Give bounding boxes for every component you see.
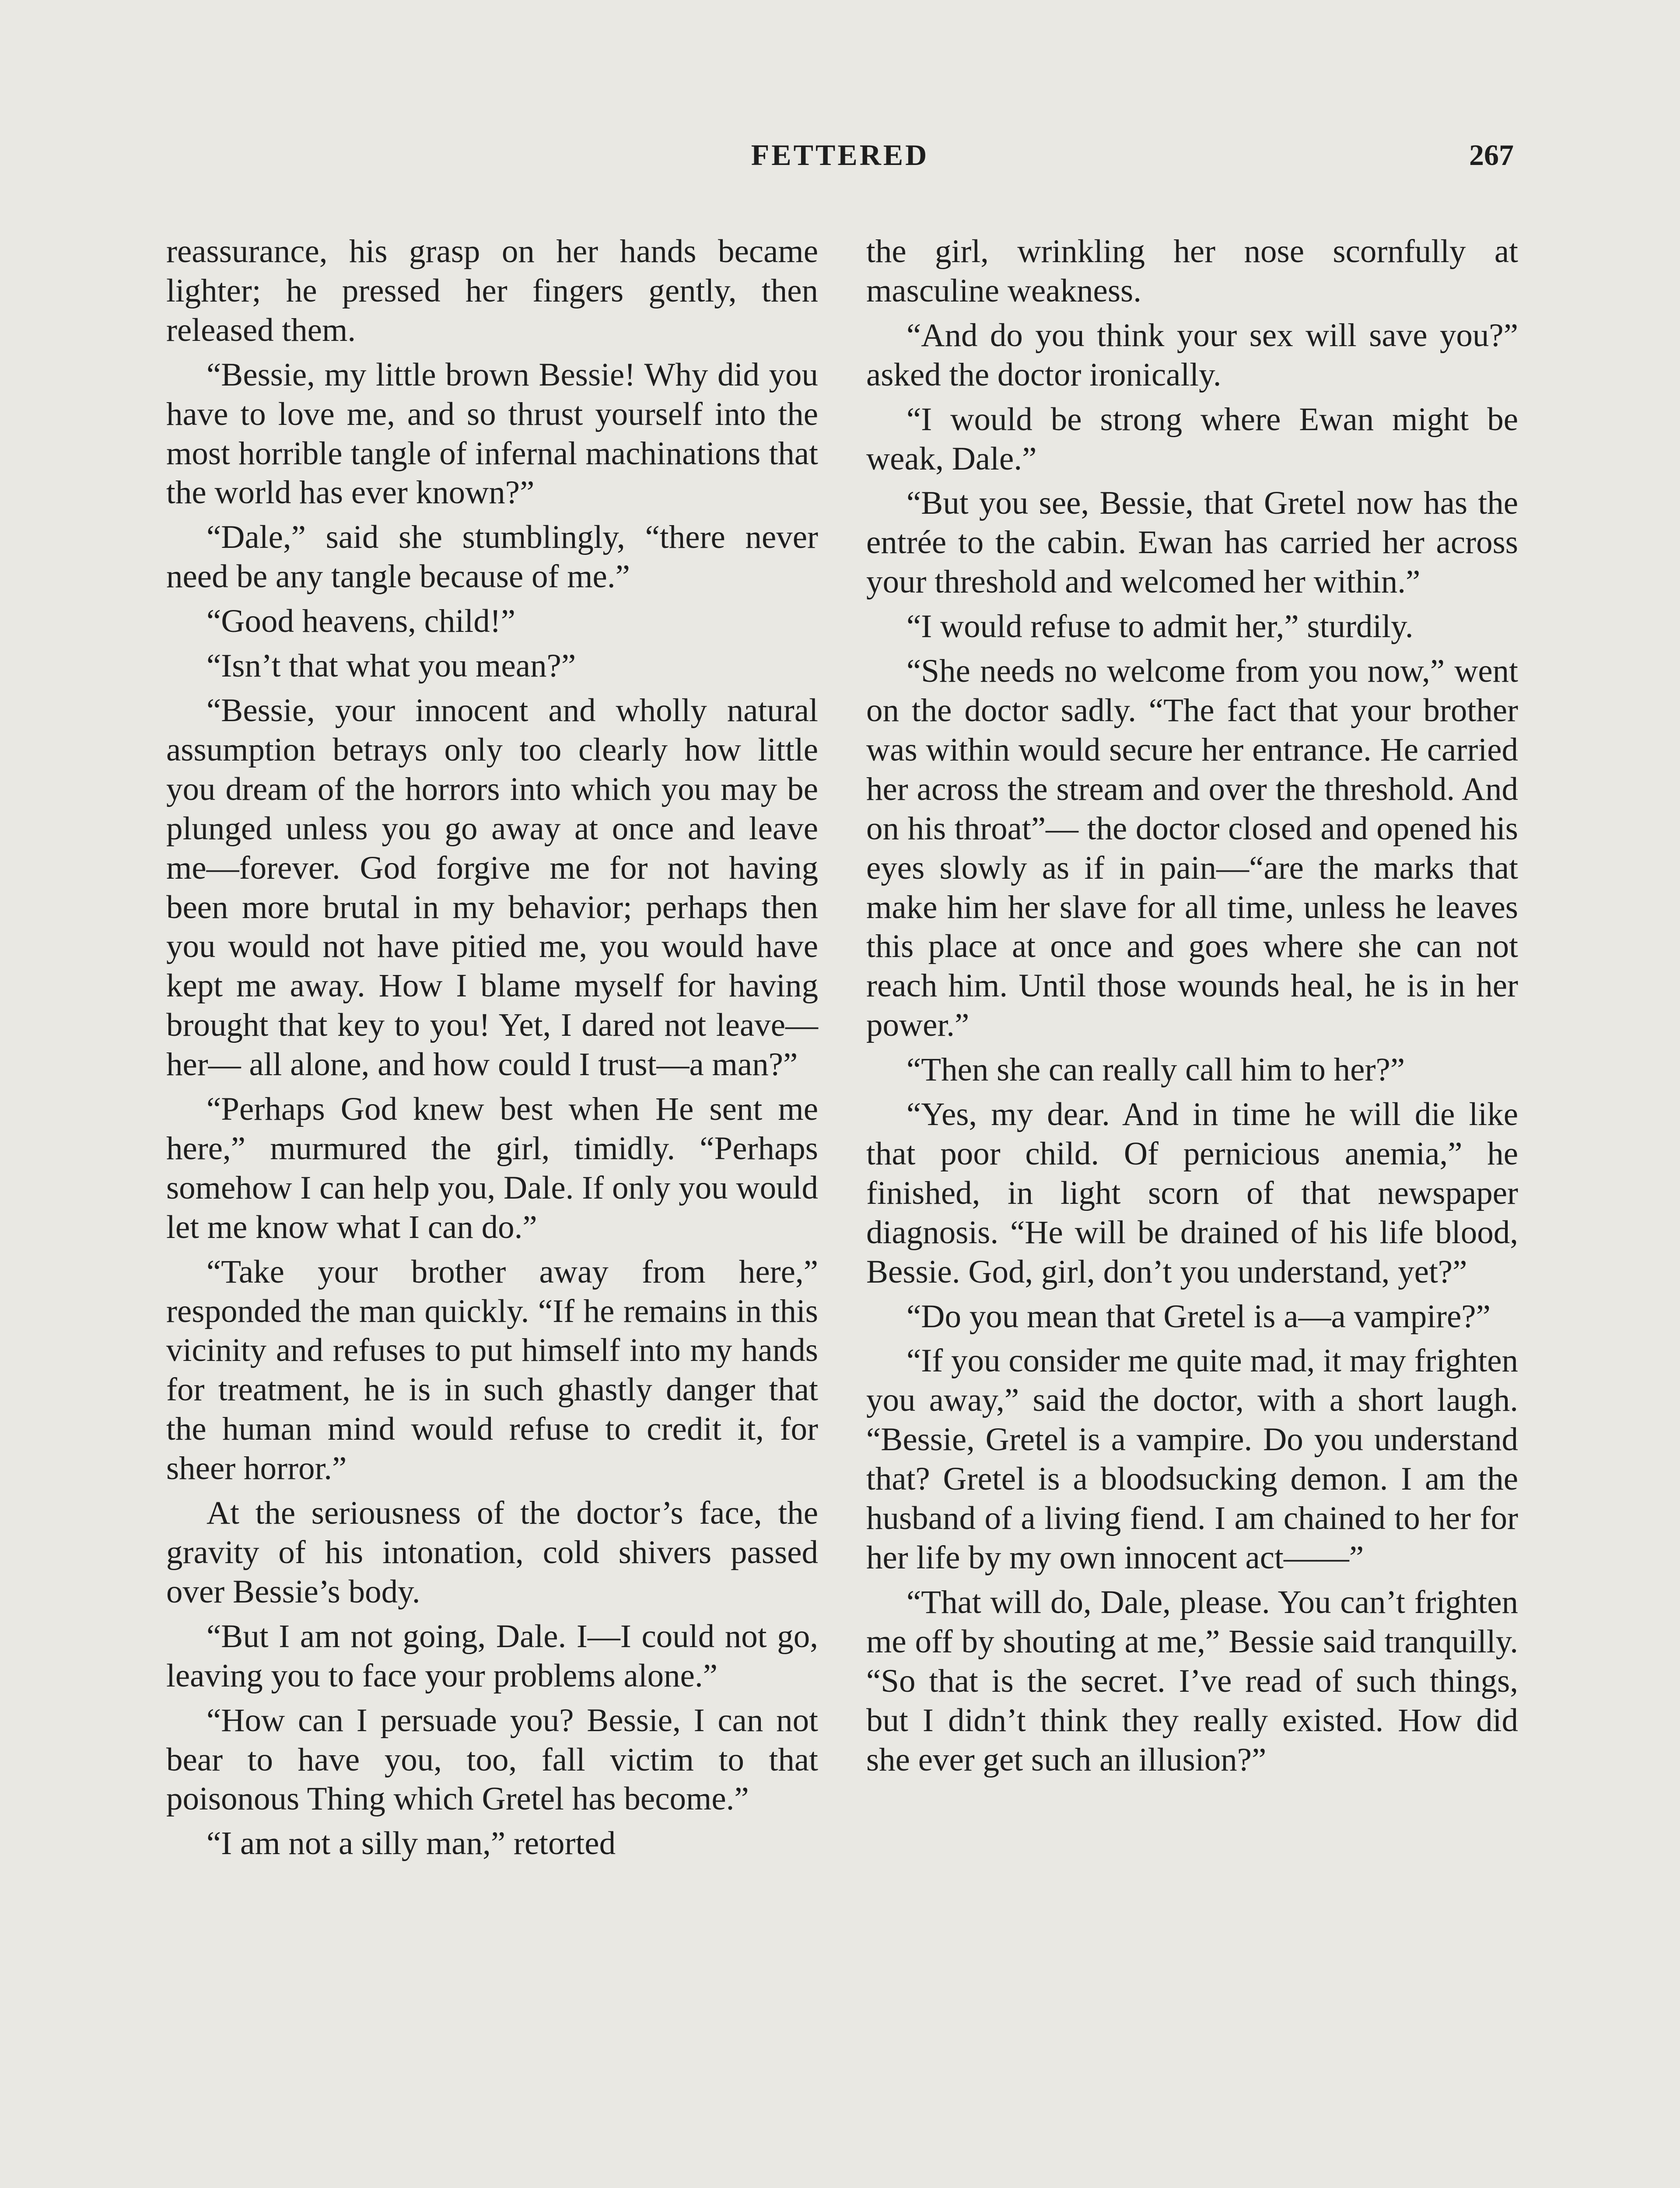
- paragraph: “I am not a silly man,” retorted: [206, 1825, 616, 1862]
- paragraph: “Isn’t that what you mean?”: [206, 648, 576, 684]
- paragraph: “Yes, my dear. And in time he will die like that poor child. Of pernicious anemia,” he finished, in light scorn of that newspaper diagnosis. “He will be drained of his life blood, Bessie. God, girl, don’t you understand, yet?”: [866, 1096, 1518, 1290]
- paragraph: “I would be strong where Ewan might be weak, Dale.”: [866, 401, 1518, 477]
- paragraph: “Take your brother away from here,” responded the man quickly. “If he remains in this vicinity and refuses to put himself into my hands for treatment, he is in such ghastly danger that the human mind would refuse to credit it, for sheer horror.”: [166, 1253, 818, 1487]
- paragraph: “Bessie, my little brown Bessie! Why did you have to love me, and so thrust yourself into the most horrible tangle of infernal machinations that the world has ever known?”: [166, 356, 818, 511]
- paragraph: “Then she can really call him to her?”: [906, 1052, 1405, 1088]
- paragraph: “I would refuse to admit her,” sturdily.: [906, 608, 1414, 645]
- paragraph: “That will do, Dale, please. You can’t frighten me off by shouting at me,” Bessie said tranquilly. “So that is the secret. I’ve read of such things, but I didn’t think they really existed. How did she ever get such an illusion?”: [866, 1584, 1518, 1778]
- right-column: [866, 232, 1518, 1785]
- paragraph: “Dale,” said she stumblingly, “there never need be any tangle because of me.”: [166, 519, 818, 595]
- paragraph: “How can I persuade you? Bessie, I can not bear to have you, too, fall victim to that poisonous Thing which Gretel has become.”: [166, 1702, 818, 1817]
- running-head: FETTERED: [751, 138, 929, 172]
- left-column: [166, 232, 818, 1869]
- paragraph: At the seriousness of the doctor’s face, the gravity of his intonation, cold shivers passed over Bessie’s body.: [166, 1495, 818, 1610]
- paragraph: “But I am not going, Dale. I—I could not go, leaving you to face your problems alone.”: [166, 1618, 818, 1694]
- paragraph: reassurance, his grasp on her hands became lighter; he pressed her fingers gently, then released them.: [166, 233, 818, 348]
- paragraph: “Bessie, your innocent and wholly natural assumption betrays only too clearly how little you dream of the horrors into which you may be plunged unless you go away at once and leave me—forever. God forgive me for not having been more brutal in my behavior; perhaps then you would not have pitied me, you would have kept me away. How I blame myself for having brought that key to you! Yet, I dared not leave—her— all alone, and how could I trust—a man?”: [166, 692, 818, 1083]
- page-number: 267: [1469, 138, 1514, 172]
- paragraph: “And do you think your sex will save you?” asked the doctor ironically.: [866, 317, 1518, 393]
- page-header: [166, 138, 1514, 186]
- paragraph: “Perhaps God knew best when He sent me here,” murmured the girl, timidly. “Perhaps somehow I can help you, Dale. If only you would let me know what I can do.”: [166, 1091, 818, 1245]
- paragraph: the girl, wrinkling her nose scornfully at masculine weakness.: [866, 233, 1518, 309]
- paragraph: “Good heavens, child!”: [206, 603, 515, 640]
- paragraph: “Do you mean that Gretel is a—a vampire?”: [906, 1298, 1491, 1335]
- paragraph: “She needs no welcome from you now,” went on the doctor sadly. “The fact that your brother was within would secure her entrance. He carried her across the stream and over the threshold. And on his throat”— the doctor closed and opened his eyes slowly as if in pain—“are the marks that make him her slave for all time, unless he leaves this place at once and goes where she can not reach him. Until those wounds heal, he is in her power.”: [866, 653, 1518, 1044]
- paragraph: “If you consider me quite mad, it may frighten you away,” said the doctor, with a short laugh. “Bessie, Gretel is a vampire. Do you understand that? Gretel is a bloodsucking demon. I am the husband of a living fiend. I am chained to her for her life by my own innocent act——”: [866, 1343, 1518, 1576]
- paragraph: “But you see, Bessie, that Gretel now has the entrée to the cabin. Ewan has carried her across your threshold and welcomed her within.”: [866, 485, 1518, 600]
